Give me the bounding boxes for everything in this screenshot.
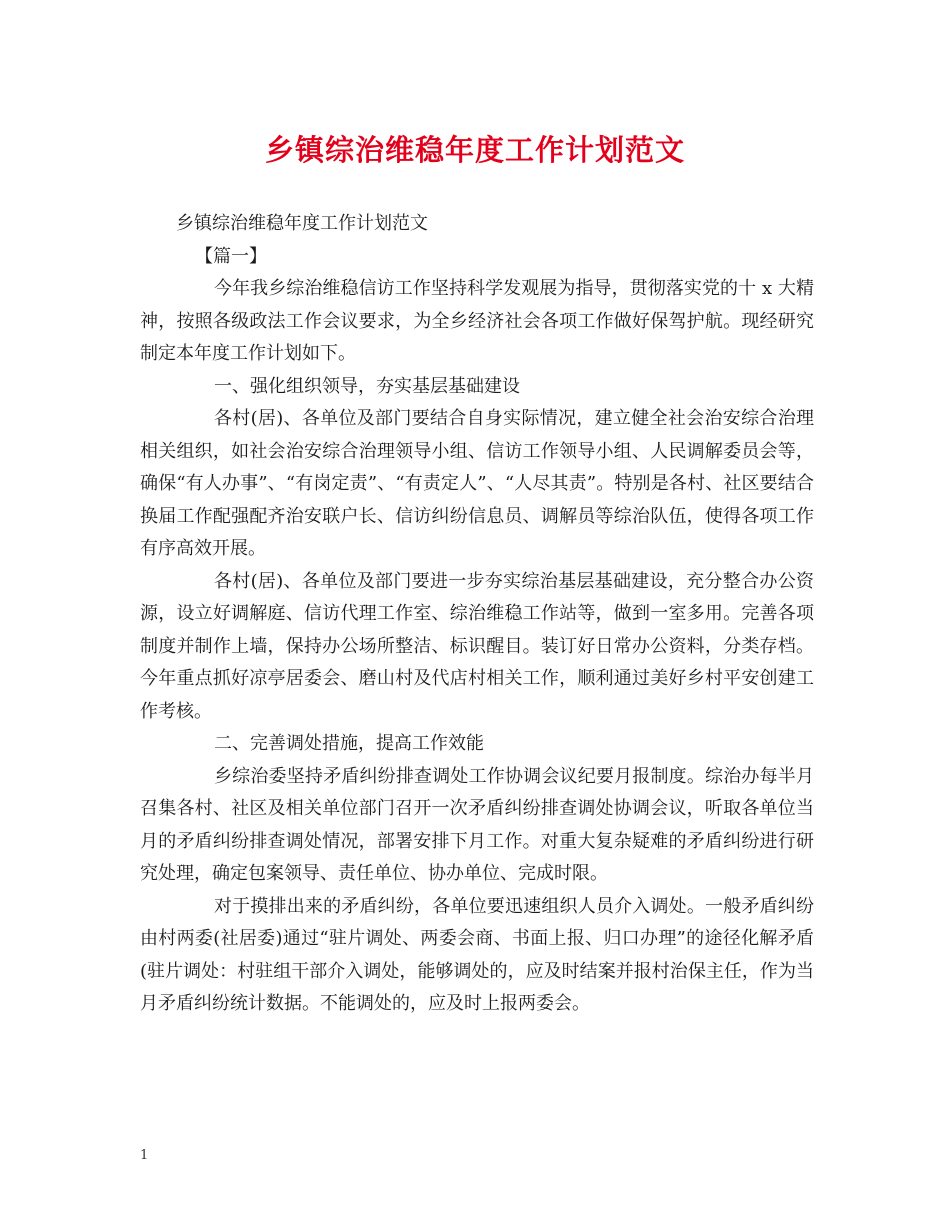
paragraph-intro: 今年我乡综治维稳信访工作坚持科学发观展为指导，贯彻落实党的十 x 大精神，按照各级政法工作会议要求，为全乡经济社会各项工作做好保驾护航。现经研究制定本年度工作计划如下。 bbox=[140, 278, 814, 364]
paragraph-infrastructure: 各村(居)、各单位及部门要进一步夯实综治基层基础建设，充分整合办公资源，设立好调解庭、信访代理工作室、综治维稳工作站等，做到一室多用。完善各项制度并制作上墙，保持办公场所整洁、标识醒目。装订好日常办公资料，分类存档。今年重点抓好凉亭居委会、磨山村及代店村相关工作，顺利通过美好乡村平安创建工作考核。 bbox=[140, 570, 814, 722]
document-subtitle: 乡镇综治维稳年度工作计划范文 bbox=[176, 213, 428, 234]
section-heading-1: 一、强化组织领导，夯实基层基础建设 bbox=[214, 375, 520, 397]
section-heading-2: 二、完善调处措施，提高工作效能 bbox=[214, 733, 484, 754]
paragraph-mediation: 对于摸排出来的矛盾纠纷，各单位要迅速组织人员介入调处。一般矛盾纠纷由村两委(社居委)通过“驻片调处、两委会商、书面上报、归口办理”的途径化解矛盾(驻片调处：村驻组干部介入调处，能够调处的，应及时结案并报村治保主任，作为当月矛盾纠纷统计数据。不能调处的，应及时上报两委会。 bbox=[140, 895, 814, 1014]
paragraph-organization: 各村(居)、各单位及部门要结合自身实际情况，建立健全社会治安综合治理相关组织，如社会治安综合治理领导小组、信访工作领导小组、人民调解委员会等，确保“有人办事”、“有岗定责”、“有责定人”、“人尽其责”。特别是各村、社区要结合换届工作配强配齐治安联户长、信访纠纷信息员、调解员等综治队伍，使得各项工作有序高效开展。 bbox=[140, 408, 814, 559]
paragraph-coordination: 乡综治委坚持矛盾纠纷排查调处工作协调会议纪要月报制度。综治办每半月召集各村、社区及相关单位部门召开一次矛盾纠纷排查调处协调会议，听取各单位当月的矛盾纠纷排查调处情况，部署安排下月工作。对重大复杂疑难的矛盾纠纷进行研究处理，确定包案领导、责任单位、协办单位、完成时限。 bbox=[140, 765, 814, 884]
document-title: 乡镇综治维稳年度工作计划范文 bbox=[264, 133, 685, 167]
document-body bbox=[140, 208, 814, 1021]
page-number: 1 bbox=[140, 1148, 149, 1163]
section-tag: 【篇一】 bbox=[195, 245, 267, 267]
